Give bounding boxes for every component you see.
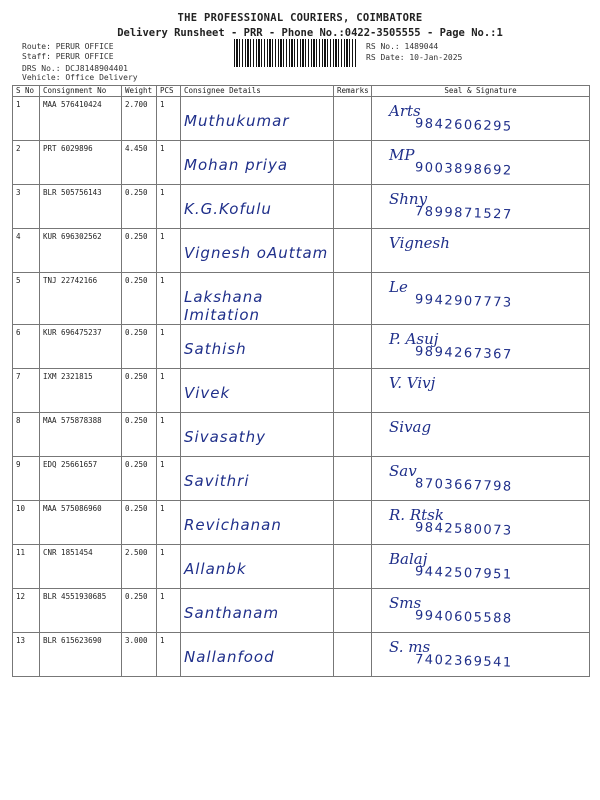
consignee-cell	[181, 589, 334, 633]
serial-number: 2	[13, 141, 40, 185]
handwritten-phone: 9442507951	[414, 564, 513, 583]
signature-mark: P. Asuj	[389, 330, 439, 348]
consignee-cell	[181, 457, 334, 501]
weight-value: 0.250	[122, 185, 157, 229]
serial-number: 3	[13, 185, 40, 229]
col-signature: Seal & Signature	[372, 86, 590, 97]
remarks-cell	[334, 369, 372, 413]
consignee-cell	[181, 97, 334, 141]
pcs-value: 1	[157, 633, 181, 677]
consignee-name: Sathish	[184, 340, 247, 358]
signature-mark: R. Rtsk	[389, 506, 444, 524]
pcs-value: 1	[157, 413, 181, 457]
consignee-cell	[181, 229, 334, 273]
signature-cell	[372, 229, 590, 273]
serial-number: 12	[13, 589, 40, 633]
remarks-cell	[334, 413, 372, 457]
consignee-name: K.G.Kofulu	[184, 200, 272, 218]
pcs-value: 1	[157, 501, 181, 545]
signature-mark: S. ms	[389, 638, 431, 656]
consignee-name: Revichanan	[184, 516, 282, 534]
consignment-number: MAA 575878388	[40, 413, 122, 457]
serial-number: 1	[13, 97, 40, 141]
signature-cell	[372, 545, 590, 589]
table-row	[13, 97, 590, 141]
consignment-number: BLR 4551930685	[40, 589, 122, 633]
staff-label: Staff: PERUR OFFICE	[22, 52, 114, 61]
signature-cell	[372, 325, 590, 369]
consignment-number: KUR 696475237	[40, 325, 122, 369]
runsheet-subtitle: Delivery Runsheet - PRR - Phone No.:0422-3505555 - Page No.:1	[117, 27, 503, 39]
signature-cell	[372, 141, 590, 185]
weight-value: 0.250	[122, 369, 157, 413]
consignee-name: Lakshana Imitation	[184, 288, 264, 324]
weight-value: 0.250	[122, 229, 157, 273]
consignment-number: BLR 615623690	[40, 633, 122, 677]
col-weight: Weight	[122, 86, 157, 97]
signature-mark: Vignesh	[389, 234, 450, 252]
signature-mark: Shny	[389, 190, 428, 208]
table-row	[13, 589, 590, 633]
serial-number: 11	[13, 545, 40, 589]
signature-mark: Balaj	[389, 550, 428, 568]
consignee-name: Allanbk	[184, 560, 247, 578]
consignee-cell	[181, 273, 334, 325]
signature-cell	[372, 185, 590, 229]
signature-mark: Sivag	[389, 418, 432, 436]
signature-cell	[372, 273, 590, 325]
col-consignment: Consignment No	[40, 86, 122, 97]
table-row	[13, 457, 590, 501]
consignment-number: CNR 1851454	[40, 545, 122, 589]
weight-value: 2.500	[122, 545, 157, 589]
table-row	[13, 413, 590, 457]
pcs-value: 1	[157, 369, 181, 413]
remarks-cell	[334, 501, 372, 545]
table-row	[13, 545, 590, 589]
consignment-number: EDQ 25661657	[40, 457, 122, 501]
signature-cell	[372, 413, 590, 457]
signature-mark: Le	[389, 278, 408, 296]
consignee-name: Vignesh oAuttam	[184, 244, 329, 262]
handwritten-phone: 8703667798	[414, 476, 513, 495]
consignee-cell	[181, 325, 334, 369]
table-row	[13, 229, 590, 273]
handwritten-phone: 9003898692	[414, 160, 513, 179]
table-header-row	[13, 86, 590, 97]
consignee-name: Sivasathy	[184, 428, 267, 446]
remarks-cell	[334, 545, 372, 589]
table-row	[13, 141, 590, 185]
remarks-cell	[334, 141, 372, 185]
rs-date: RS Date: 10-Jan-2025	[366, 53, 463, 62]
col-remarks: Remarks	[334, 86, 372, 97]
consignment-number: MAA 575086960	[40, 501, 122, 545]
drs-number: DRS No.: DCJ8148904401	[22, 64, 128, 73]
signature-cell	[372, 633, 590, 677]
consignee-cell	[181, 413, 334, 457]
remarks-cell	[334, 185, 372, 229]
pcs-value: 1	[157, 545, 181, 589]
remarks-cell	[334, 97, 372, 141]
serial-number: 8	[13, 413, 40, 457]
consignee-cell	[181, 501, 334, 545]
remarks-cell	[334, 273, 372, 325]
consignment-number: MAA 576410424	[40, 97, 122, 141]
handwritten-phone: 7402369541	[414, 652, 513, 671]
pcs-value: 1	[157, 273, 181, 325]
handwritten-phone: 9940605588	[414, 608, 513, 627]
signature-cell	[372, 589, 590, 633]
weight-value: 0.250	[122, 413, 157, 457]
rs-number: RS No.: 1489044	[366, 42, 439, 51]
signature-mark: MP	[389, 146, 415, 164]
handwritten-phone: 9842580073	[414, 520, 513, 539]
consignee-name: Nallanfood	[184, 648, 275, 666]
handwritten-phone: 7899871527	[414, 204, 513, 223]
table-row	[13, 501, 590, 545]
weight-value: 0.250	[122, 501, 157, 545]
consignee-cell	[181, 141, 334, 185]
serial-number: 5	[13, 273, 40, 325]
signature-mark: Sav	[389, 462, 417, 480]
serial-number: 4	[13, 229, 40, 273]
route-label: Route: PERUR OFFICE	[22, 42, 114, 51]
remarks-cell	[334, 229, 372, 273]
consignment-number: PRT 6029896	[40, 141, 122, 185]
pcs-value: 1	[157, 325, 181, 369]
company-title: THE PROFESSIONAL COURIERS, COIMBATORE	[177, 12, 423, 24]
pcs-value: 1	[157, 141, 181, 185]
serial-number: 10	[13, 501, 40, 545]
signature-mark: V. Vivj	[389, 374, 436, 392]
consignment-number: KUR 696302562	[40, 229, 122, 273]
handwritten-phone: 9842606295	[414, 116, 513, 135]
remarks-cell	[334, 589, 372, 633]
consignee-name: Vivek	[184, 384, 231, 402]
signature-cell	[372, 457, 590, 501]
handwritten-phone: 9942907773	[414, 292, 513, 311]
serial-number: 7	[13, 369, 40, 413]
weight-value: 2.700	[122, 97, 157, 141]
table-row	[13, 633, 590, 677]
remarks-cell	[334, 457, 372, 501]
table-row	[13, 369, 590, 413]
remarks-cell	[334, 325, 372, 369]
consignee-cell	[181, 545, 334, 589]
consignee-name: Santhanam	[184, 604, 280, 622]
serial-number: 6	[13, 325, 40, 369]
barcode-image	[234, 39, 356, 67]
signature-mark: Arts	[389, 102, 421, 120]
weight-value: 0.250	[122, 273, 157, 325]
runsheet-table	[12, 85, 590, 677]
consignee-cell	[181, 185, 334, 229]
signature-cell	[372, 369, 590, 413]
consignment-number: BLR 505756143	[40, 185, 122, 229]
signature-cell	[372, 501, 590, 545]
consignee-name: Muthukumar	[184, 112, 290, 130]
pcs-value: 1	[157, 185, 181, 229]
consignee-name: Mohan priya	[184, 156, 289, 174]
handwritten-phone: 9894267367	[414, 344, 513, 363]
table-row	[13, 185, 590, 229]
weight-value: 4.450	[122, 141, 157, 185]
consignee-cell	[181, 369, 334, 413]
remarks-cell	[334, 633, 372, 677]
weight-value: 3.000	[122, 633, 157, 677]
serial-number: 13	[13, 633, 40, 677]
consignment-number: IXM 2321815	[40, 369, 122, 413]
pcs-value: 1	[157, 97, 181, 141]
weight-value: 0.250	[122, 325, 157, 369]
pcs-value: 1	[157, 589, 181, 633]
consignment-number: TNJ 22742166	[40, 273, 122, 325]
serial-number: 9	[13, 457, 40, 501]
weight-value: 0.250	[122, 589, 157, 633]
weight-value: 0.250	[122, 457, 157, 501]
col-sno: S No	[13, 86, 40, 97]
col-pcs: PCS	[157, 86, 181, 97]
signature-mark: Sms	[389, 594, 422, 612]
vehicle-label: Vehicle: Office Delivery	[22, 73, 138, 82]
signature-cell	[372, 97, 590, 141]
pcs-value: 1	[157, 457, 181, 501]
col-consignee: Consignee Details	[181, 86, 334, 97]
pcs-value: 1	[157, 229, 181, 273]
table-row	[13, 325, 590, 369]
consignee-cell	[181, 633, 334, 677]
table-row	[13, 273, 590, 325]
consignee-name: Savithri	[184, 472, 250, 490]
